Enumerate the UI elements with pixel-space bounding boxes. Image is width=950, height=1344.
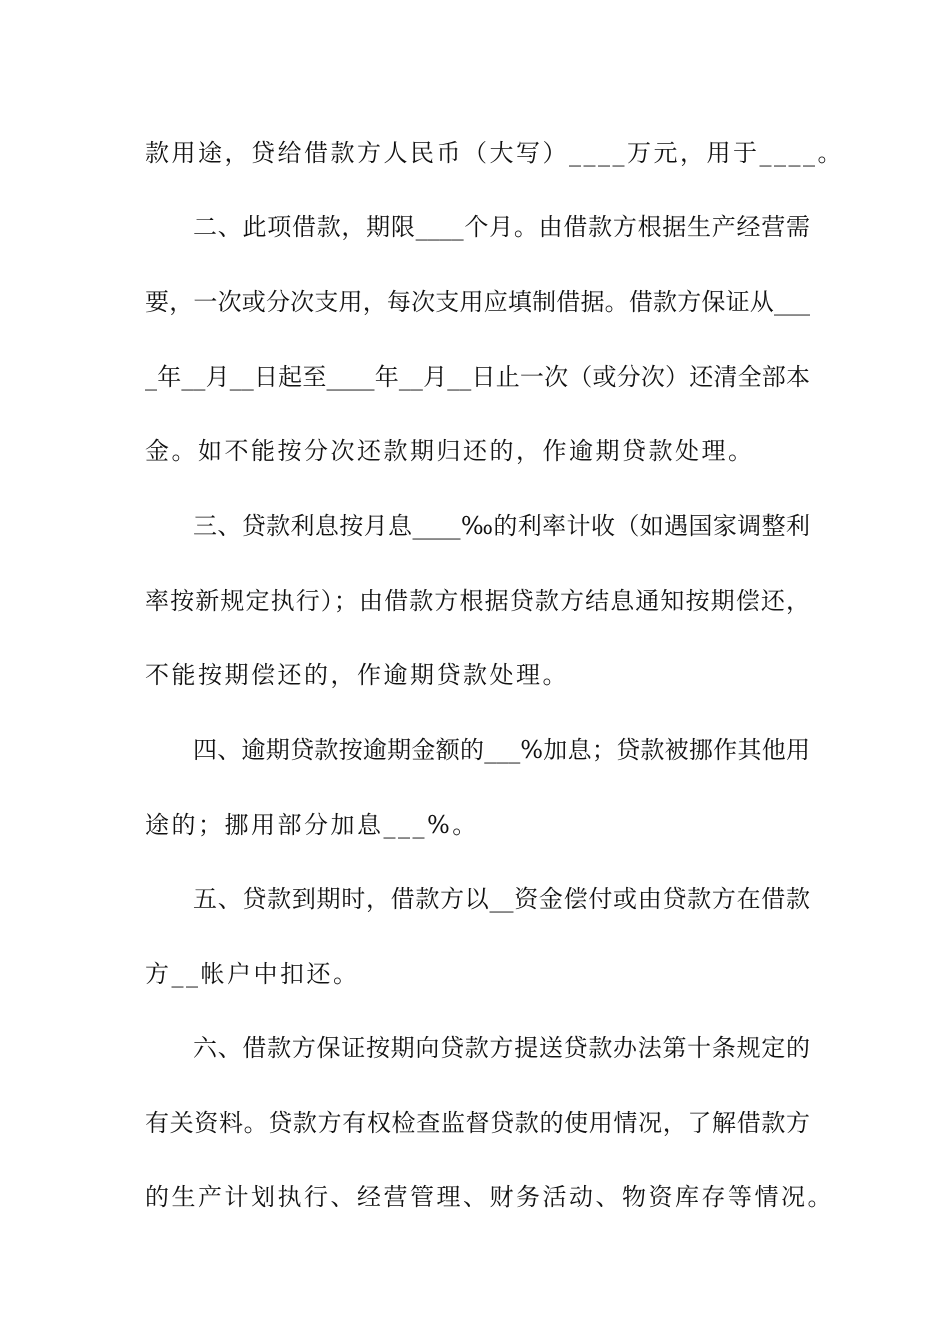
text-line: _年__月__日起至____年__月__日止一次（或分次）还清全部本 — [145, 363, 810, 391]
text-line: 二、此项借款，期限____个月。由借款方根据生产经营需 — [193, 213, 810, 241]
text-line: 的生产计划执行、经营管理、财务活动、物资库存等情况。 — [145, 1183, 834, 1211]
text-line: 途的；挪用部分加息___%。 — [145, 811, 479, 839]
text-line: 五、贷款到期时，借款方以__资金偿付或由贷款方在借款 — [193, 885, 810, 913]
text-line: 方__帐户中扣还。 — [145, 960, 360, 988]
text-line: 四、逾期贷款按逾期金额的___%加息；贷款被挪作其他用 — [193, 736, 810, 764]
text-line: 有关资料。贷款方有权检查监督贷款的使用情况，了解借款方 — [145, 1109, 810, 1137]
text-line: 六、借款方保证按期向贷款方提送贷款办法第十条规定的 — [193, 1034, 810, 1062]
text-line: 要，一次或分次支用，每次支用应填制借据。借款方保证从___ — [145, 288, 810, 316]
text-line: 款用途，贷给借款方人民币（大写）____万元，用于____。 — [145, 139, 844, 167]
text-line: 不能按期偿还的，作逾期贷款处理。 — [145, 661, 569, 689]
text-line: 金。如不能按分次还款期归还的，作逾期贷款处理。 — [145, 437, 755, 465]
text-line: 三、贷款利息按月息____‰的利率计收（如遇国家调整利 — [193, 512, 810, 540]
text-line: 率按新规定执行）；由借款方根据贷款方结息通知按期偿还， — [145, 587, 810, 615]
